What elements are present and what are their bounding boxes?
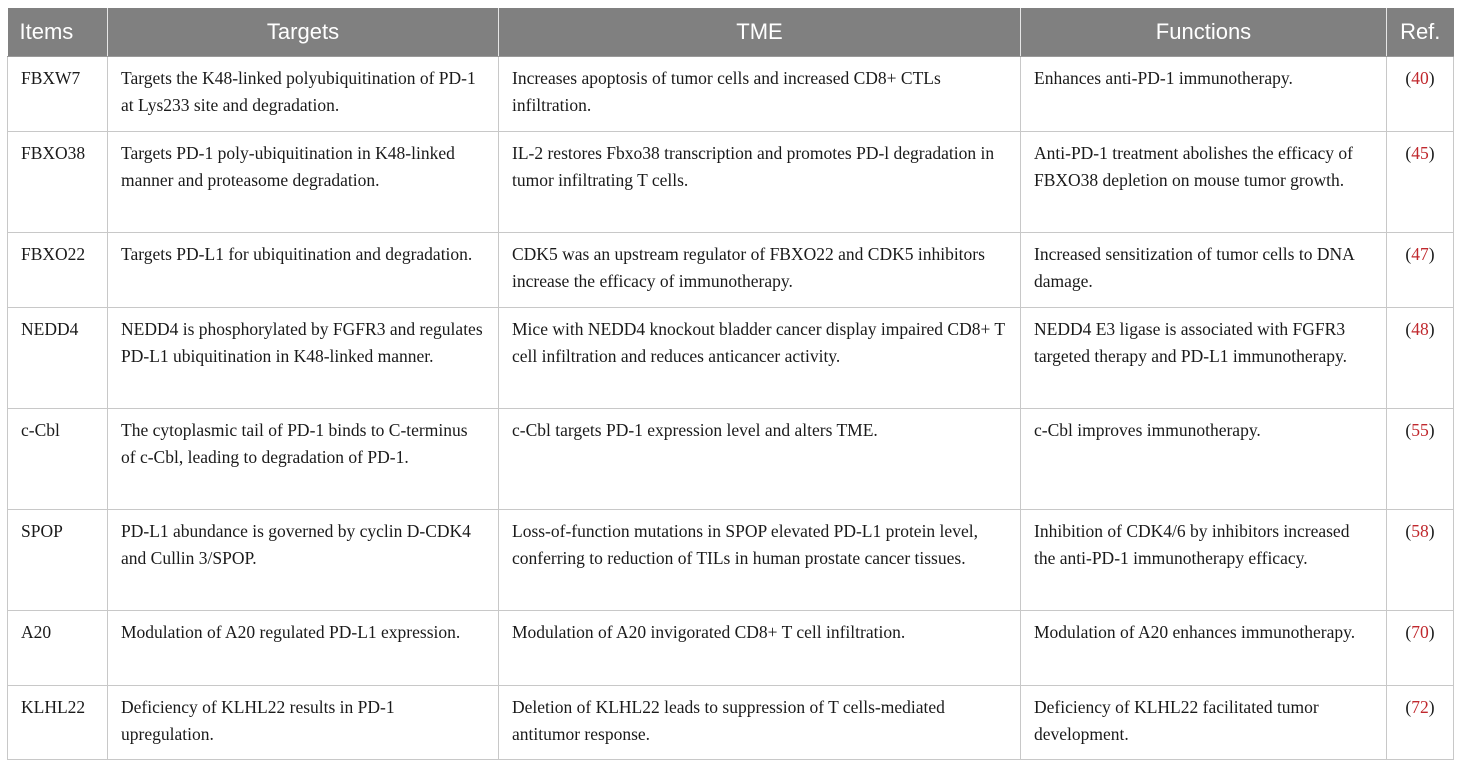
cell-ref[interactable]: (45)	[1387, 132, 1454, 233]
cell-functions: Inhibition of CDK4/6 by inhibitors increased the anti-PD-1 immunotherapy efficacy.	[1021, 510, 1387, 611]
cell-item: A20	[8, 611, 108, 686]
cell-ref[interactable]: (47)	[1387, 233, 1454, 308]
cell-tme: CDK5 was an upstream regulator of FBXO22 and CDK5 inhibitors increase the efficacy of immunotherapy.	[499, 233, 1021, 308]
cell-tme: Modulation of A20 invigorated CD8+ T cell infiltration.	[499, 611, 1021, 686]
cell-tme: Deletion of KLHL22 leads to suppression of T cells-mediated antitumor response.	[499, 686, 1021, 760]
cell-ref[interactable]: (55)	[1387, 409, 1454, 510]
ref-link[interactable]: 58	[1411, 521, 1429, 541]
cell-functions: Increased sensitization of tumor cells to DNA damage.	[1021, 233, 1387, 308]
cell-targets: Deficiency of KLHL22 results in PD-1 upregulation.	[108, 686, 499, 760]
cell-ref[interactable]: (40)	[1387, 57, 1454, 132]
cell-item: KLHL22	[8, 686, 108, 760]
cell-ref[interactable]: (70)	[1387, 611, 1454, 686]
table-body	[8, 57, 1454, 760]
cell-item: FBXO22	[8, 233, 108, 308]
cell-functions: Deficiency of KLHL22 facilitated tumor development.	[1021, 686, 1387, 760]
ref-link[interactable]: 40	[1411, 68, 1429, 88]
cell-targets: The cytoplasmic tail of PD-1 binds to C-terminus of c-Cbl, leading to degradation of PD-1.	[108, 409, 499, 510]
cell-tme: Increases apoptosis of tumor cells and increased CD8+ CTLs infiltration.	[499, 57, 1021, 132]
cell-tme: c-Cbl targets PD-1 expression level and alters TME.	[499, 409, 1021, 510]
cell-targets: Modulation of A20 regulated PD-L1 expression.	[108, 611, 499, 686]
cell-targets: NEDD4 is phosphorylated by FGFR3 and regulates PD-L1 ubiquitination in K48-linked manner.	[108, 308, 499, 409]
header-targets: Targets	[108, 8, 499, 57]
cell-targets: PD-L1 abundance is governed by cyclin D-CDK4 and Cullin 3/SPOP.	[108, 510, 499, 611]
cell-targets: Targets PD-L1 for ubiquitination and degradation.	[108, 233, 499, 308]
table-row	[8, 409, 1454, 510]
header-functions: Functions	[1021, 8, 1387, 57]
table-row	[8, 611, 1454, 686]
cell-item: FBXO38	[8, 132, 108, 233]
cell-functions: c-Cbl improves immunotherapy.	[1021, 409, 1387, 510]
table-row	[8, 308, 1454, 409]
table-row	[8, 57, 1454, 132]
ref-link[interactable]: 55	[1411, 420, 1429, 440]
ref-link[interactable]: 48	[1411, 319, 1429, 339]
cell-functions: Anti-PD-1 treatment abolishes the efficacy of FBXO38 depletion on mouse tumor growth.	[1021, 132, 1387, 233]
cell-ref[interactable]: (72)	[1387, 686, 1454, 760]
cell-item: c-Cbl	[8, 409, 108, 510]
table-row	[8, 686, 1454, 760]
cell-functions: NEDD4 E3 ligase is associated with FGFR3 targeted therapy and PD-L1 immunotherapy.	[1021, 308, 1387, 409]
ref-link[interactable]: 72	[1411, 697, 1429, 717]
table-row	[8, 132, 1454, 233]
header-tme: TME	[499, 8, 1021, 57]
header-items: Items	[8, 8, 108, 57]
header-ref: Ref.	[1387, 8, 1454, 57]
cell-tme: IL-2 restores Fbxo38 transcription and promotes PD-l degradation in tumor infiltrating T cells.	[499, 132, 1021, 233]
cell-functions: Enhances anti-PD-1 immunotherapy.	[1021, 57, 1387, 132]
cell-targets: Targets PD-1 poly-ubiquitination in K48-linked manner and proteasome degradation.	[108, 132, 499, 233]
ref-link[interactable]: 70	[1411, 622, 1429, 642]
cell-functions: Modulation of A20 enhances immunotherapy.	[1021, 611, 1387, 686]
cell-item: SPOP	[8, 510, 108, 611]
ref-link[interactable]: 45	[1411, 143, 1429, 163]
table-row	[8, 233, 1454, 308]
cell-tme: Loss-of-function mutations in SPOP elevated PD-L1 protein level, conferring to reduction of TILs in human prostate cancer tissues.	[499, 510, 1021, 611]
cell-ref[interactable]: (58)	[1387, 510, 1454, 611]
table-header	[8, 8, 1454, 57]
header-row	[8, 8, 1454, 57]
cell-item: NEDD4	[8, 308, 108, 409]
e3-ligase-table	[7, 8, 1454, 760]
cell-item: FBXW7	[8, 57, 108, 132]
ref-link[interactable]: 47	[1411, 244, 1429, 264]
cell-tme: Mice with NEDD4 knockout bladder cancer display impaired CD8+ T cell infiltration and reduces anticancer activity.	[499, 308, 1021, 409]
table-row	[8, 510, 1454, 611]
cell-ref[interactable]: (48)	[1387, 308, 1454, 409]
cell-targets: Targets the K48-linked polyubiquitination of PD-1 at Lys233 site and degradation.	[108, 57, 499, 132]
